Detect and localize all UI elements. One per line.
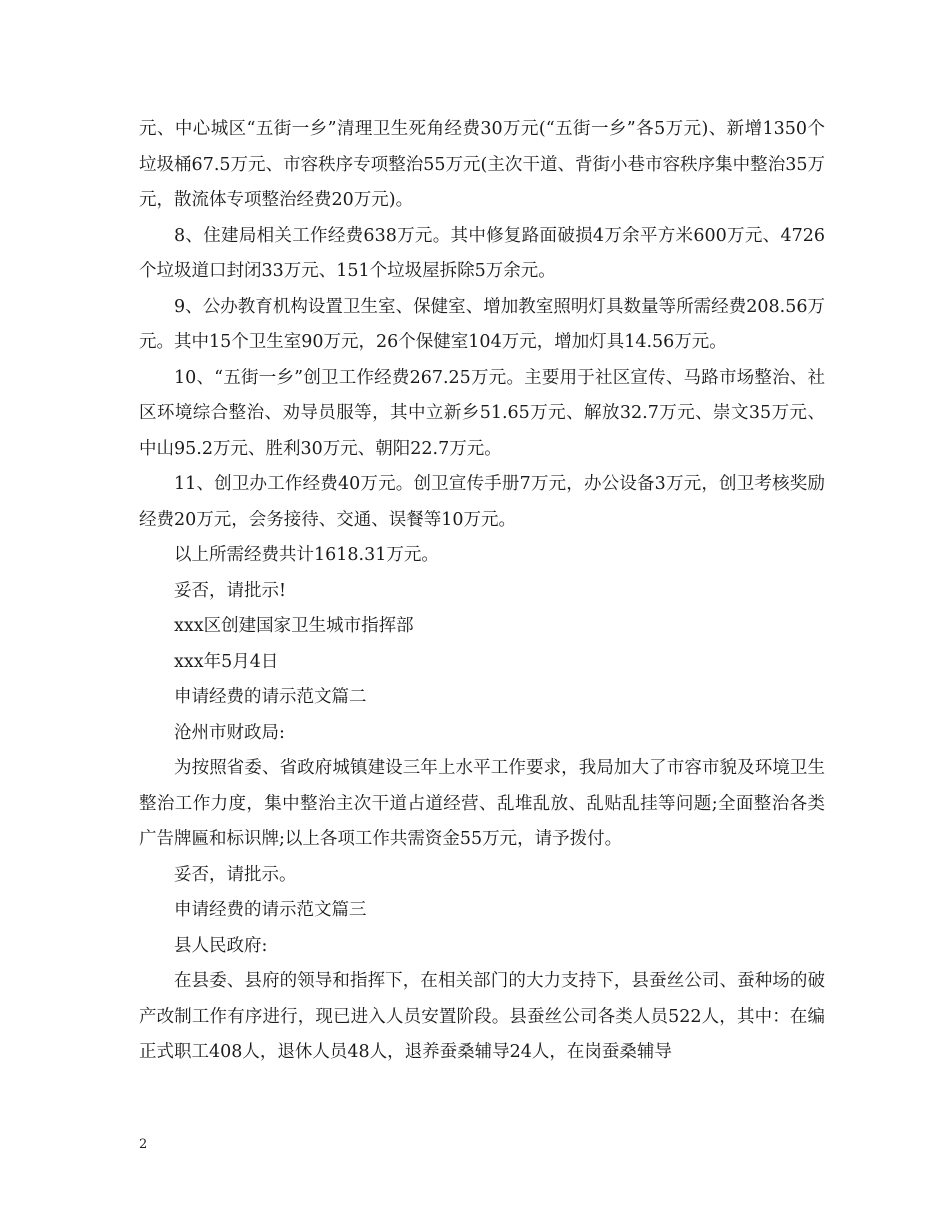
paragraph-signature-org: xxx区创建国家卫生城市指挥部 [174, 616, 414, 636]
section-heading-2: 申请经费的请示范文篇二 [174, 687, 367, 707]
paragraph-closing-request: 妥否，请批示! [174, 580, 287, 601]
paragraph-item-8: 8、住建局相关工作经费638万元。其中修复路面破损4万余平方米600万元、4726个垃圾道口封闭33万元、151个垃圾屋拆除5万余元。 [139, 225, 825, 281]
paragraph-body-3: 在县委、县府的领导和指挥下，在相关部门的大力支持下，县蚕丝公司、蚕种场的破产改制工作有序进行，现已进入人员安置阶段。县蚕丝公司各类人员522人，其中：在编正式职工408人，退休人员48人，退养蚕桑辅导24人，在岗蚕桑辅导 [139, 971, 825, 1062]
paragraph-item-9: 9、公办教育机构设置卫生室、保健室、增加教室照明灯具数量等所需经费208.56万元。其中15个卫生室90万元，26个保健室104万元，增加灯具14.56万元。 [139, 296, 825, 352]
paragraph-item-10: 10、“五街一乡”创卫工作经费267.25万元。主要用于社区宣传、马路市场整治、社区环境综合整治、劝导员服等，其中立新乡51.65万元、解放32.7万元、崇文35万元、中山95.2万元、胜利30万元、朝阳22.7万元。 [139, 367, 825, 459]
document-body [139, 112, 825, 1071]
paragraph-body-2: 为按照省委、省政府城镇建设三年上水平工作要求，我局加大了市容市貌及环境卫生整治工作力度，集中整治主次干道占道经营、乱堆乱放、乱贴乱挂等问题;全面整治各类广告牌匾和标识牌;以上各项工作共需资金55万元，请予拨付。 [139, 758, 825, 849]
paragraph-addressee-2: 沧州市财政局: [174, 722, 285, 743]
paragraph-item-11: 11、创卫办工作经费40万元。创卫宣传手册7万元，办公设备3万元，创卫考核奖励经费20万元，会务接待、交通、误餐等10万元。 [139, 474, 825, 530]
paragraph-closing-2: 妥否，请批示。 [174, 864, 297, 885]
paragraph-continuation: 元、中心城区“五街一乡”清理卫生死角经费30万元(“五街一乡”各5万元)、新增1350个垃圾桶67.5万元、市容秩序专项整治55万元(主次干道、背街小巷市容秩序集中整治35万元，散流体专项整治经费20万元)。 [139, 119, 825, 210]
section-heading-3: 申请经费的请示范文篇三 [174, 900, 367, 920]
paragraph-signature-date: xxx年5月4日 [174, 651, 279, 672]
page-number: 2 [139, 1137, 148, 1152]
paragraph-addressee-3: 县人民政府: [174, 935, 268, 956]
paragraph-total: 以上所需经费共计1618.31万元。 [174, 545, 439, 565]
